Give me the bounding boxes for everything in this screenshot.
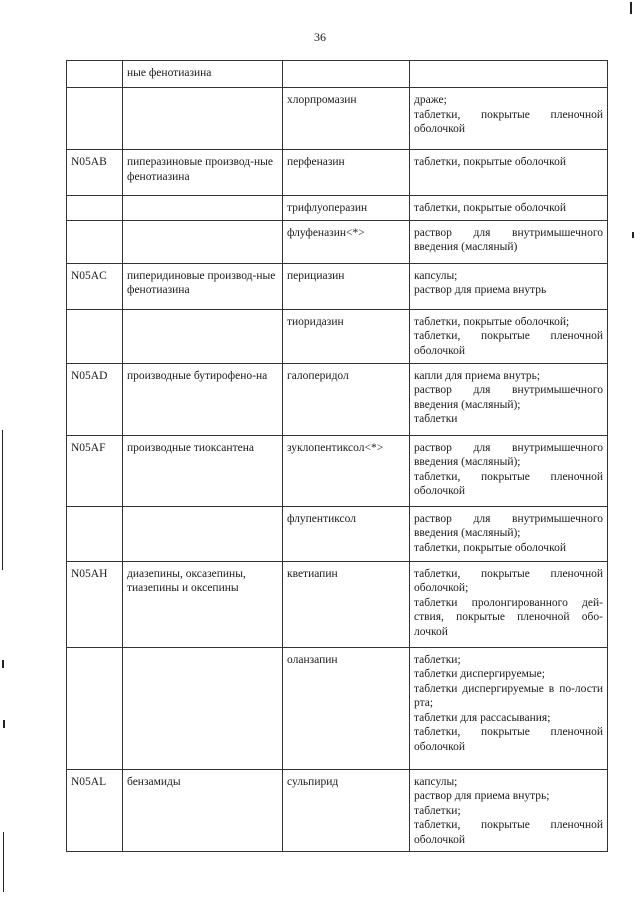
page-number: 36: [314, 30, 326, 44]
dosage-forms-cell: [410, 196, 608, 221]
drug-name-cell: зуклопентиксол<*>: [283, 435, 410, 506]
atc-code-cell: [67, 309, 123, 363]
drug-name-cell: перфеназин: [283, 150, 410, 196]
scan-mark-right-mid: [632, 232, 634, 238]
atc-code-cell: N05AD: [67, 363, 123, 435]
table-row: [67, 363, 608, 435]
table-row: [67, 150, 608, 196]
atc-code-cell: N05AF: [67, 435, 123, 506]
scan-mark-right-top: [630, 2, 632, 14]
table-body: [67, 61, 608, 852]
drug-name-cell: трифлуоперазин: [283, 196, 410, 221]
table-row: [67, 647, 608, 769]
drug-group-cell: [123, 88, 283, 150]
drug-group-cell: ные фенотиазина: [123, 61, 283, 88]
table-row: [67, 506, 608, 561]
drug-group-cell: [123, 196, 283, 221]
dosage-forms-cell: [410, 647, 608, 769]
atc-code-cell: N05AH: [67, 561, 123, 647]
dosage-forms-cell: [410, 561, 608, 647]
dosage-form-item: таблетки, покрытые пленочной оболочкой;: [414, 567, 603, 594]
drug-group-cell: пиперидиновые производ-ные фенотиазина: [123, 263, 283, 309]
drug-group-cell: производные тиоксантена: [123, 435, 283, 506]
drug-group-cell: производные бутирофено-на: [123, 363, 283, 435]
drug-table: [66, 60, 608, 852]
drug-name-cell: флупентиксол: [283, 506, 410, 561]
dosage-form-item: таблетки, покрытые пленочной оболочкой: [414, 726, 603, 753]
table-row: [67, 88, 608, 150]
atc-code-cell: N05AL: [67, 769, 123, 852]
drug-name-cell: перициазин: [283, 263, 410, 309]
dosage-form-item: раствор для внутримышечного введения (масляный);: [414, 441, 603, 468]
dosage-forms-cell: [410, 435, 608, 506]
dosage-forms-cell: [410, 263, 608, 309]
drug-name-cell: кветиапин: [283, 561, 410, 647]
drug-group-cell: [123, 506, 283, 561]
dosage-form-item: таблетки, покрытые оболочкой: [414, 156, 566, 168]
dosage-form-item: таблетки, покрытые пленочной оболочкой: [414, 108, 603, 135]
dosage-forms-cell: [410, 220, 608, 263]
drug-name-cell: тиоридазин: [283, 309, 410, 363]
scan-mark-left-1: [2, 430, 3, 570]
dosage-forms-cell: [410, 769, 608, 852]
dosage-form-item: таблетки: [414, 413, 458, 425]
atc-code-cell: [67, 88, 123, 150]
drug-name-cell: галоперидол: [283, 363, 410, 435]
dosage-form-item: драже;: [414, 94, 447, 106]
drug-name-cell: сульпирид: [283, 769, 410, 852]
dosage-form-item: раствор для внутримышечного введения (масляный);: [414, 384, 603, 411]
dosage-form-item: таблетки, покрытые пленочной оболочкой: [414, 330, 603, 357]
dosage-form-item: капсулы;: [414, 269, 458, 282]
table-row: [67, 196, 608, 221]
table-row: [67, 263, 608, 309]
drug-group-cell: [123, 220, 283, 263]
dosage-form-item: раствор для приема внутрь;: [414, 790, 550, 802]
dosage-forms-cell: [410, 309, 608, 363]
drug-group-cell: [123, 647, 283, 769]
atc-code-cell: [67, 196, 123, 221]
scan-mark-left-4: [3, 832, 4, 892]
atc-code-cell: [67, 61, 123, 88]
drug-group-cell: бензамиды: [123, 769, 283, 852]
dosage-form-item: таблетки, покрытые оболочкой;: [414, 315, 570, 328]
dosage-forms-cell: [410, 150, 608, 196]
dosage-form-item: таблетки, покрытые оболочкой: [414, 541, 566, 554]
dosage-form-item: капсулы;: [414, 775, 458, 788]
dosage-form-item: таблетки, покрытые пленочной оболочкой: [414, 819, 603, 846]
drug-name-cell: флуфеназин<*>: [283, 220, 410, 263]
dosage-forms-cell: [410, 363, 608, 435]
table-row: [67, 220, 608, 263]
atc-code-cell: [67, 220, 123, 263]
dosage-forms-cell: [410, 61, 608, 88]
drug-group-cell: пиперазиновые производ-ные фенотиазина: [123, 150, 283, 196]
dosage-form-item: таблетки, покрытые пленочной оболочкой: [414, 470, 603, 497]
table-row: [67, 435, 608, 506]
drug-group-cell: диазепины, оксазепины, тиазепины и оксепины: [123, 561, 283, 647]
table-row: [67, 769, 608, 852]
dosage-form-item: таблетки;: [414, 804, 461, 817]
atc-code-cell: N05AC: [67, 263, 123, 309]
dosage-form-item: таблетки;: [414, 653, 461, 666]
dosage-form-item: таблетки, покрытые оболочкой: [414, 202, 566, 214]
dosage-form-item: таблетки пролонгированного дей-ствия, покрытые пленочной обо-лочкой: [414, 596, 603, 638]
dosage-form-item: раствор для внутримышечного введения (масляный): [414, 226, 603, 253]
drug-name-cell: [283, 61, 410, 88]
drug-name-cell: оланзапин: [283, 647, 410, 769]
dosage-form-item: таблетки диспергируемые;: [414, 668, 545, 680]
drug-group-cell: [123, 309, 283, 363]
scan-mark-left-2: [2, 660, 4, 668]
dosage-form-item: раствор для внутримышечного введения (масляный);: [414, 512, 603, 539]
table-row: [67, 61, 608, 88]
table-row: [67, 309, 608, 363]
atc-code-cell: [67, 647, 123, 769]
dosage-form-item: капли для приема внутрь;: [414, 369, 541, 382]
dosage-form-item: таблетки диспергируемые в по-лости рта;: [414, 682, 603, 709]
dosage-forms-cell: [410, 88, 608, 150]
table-row: [67, 561, 608, 647]
scan-mark-left-3: [3, 720, 5, 728]
dosage-forms-cell: [410, 506, 608, 561]
atc-code-cell: N05AB: [67, 150, 123, 196]
dosage-form-item: таблетки для рассасывания;: [414, 711, 551, 724]
dosage-form-item: раствор для приема внутрь: [414, 284, 547, 296]
drug-name-cell: хлорпромазин: [283, 88, 410, 150]
atc-code-cell: [67, 506, 123, 561]
